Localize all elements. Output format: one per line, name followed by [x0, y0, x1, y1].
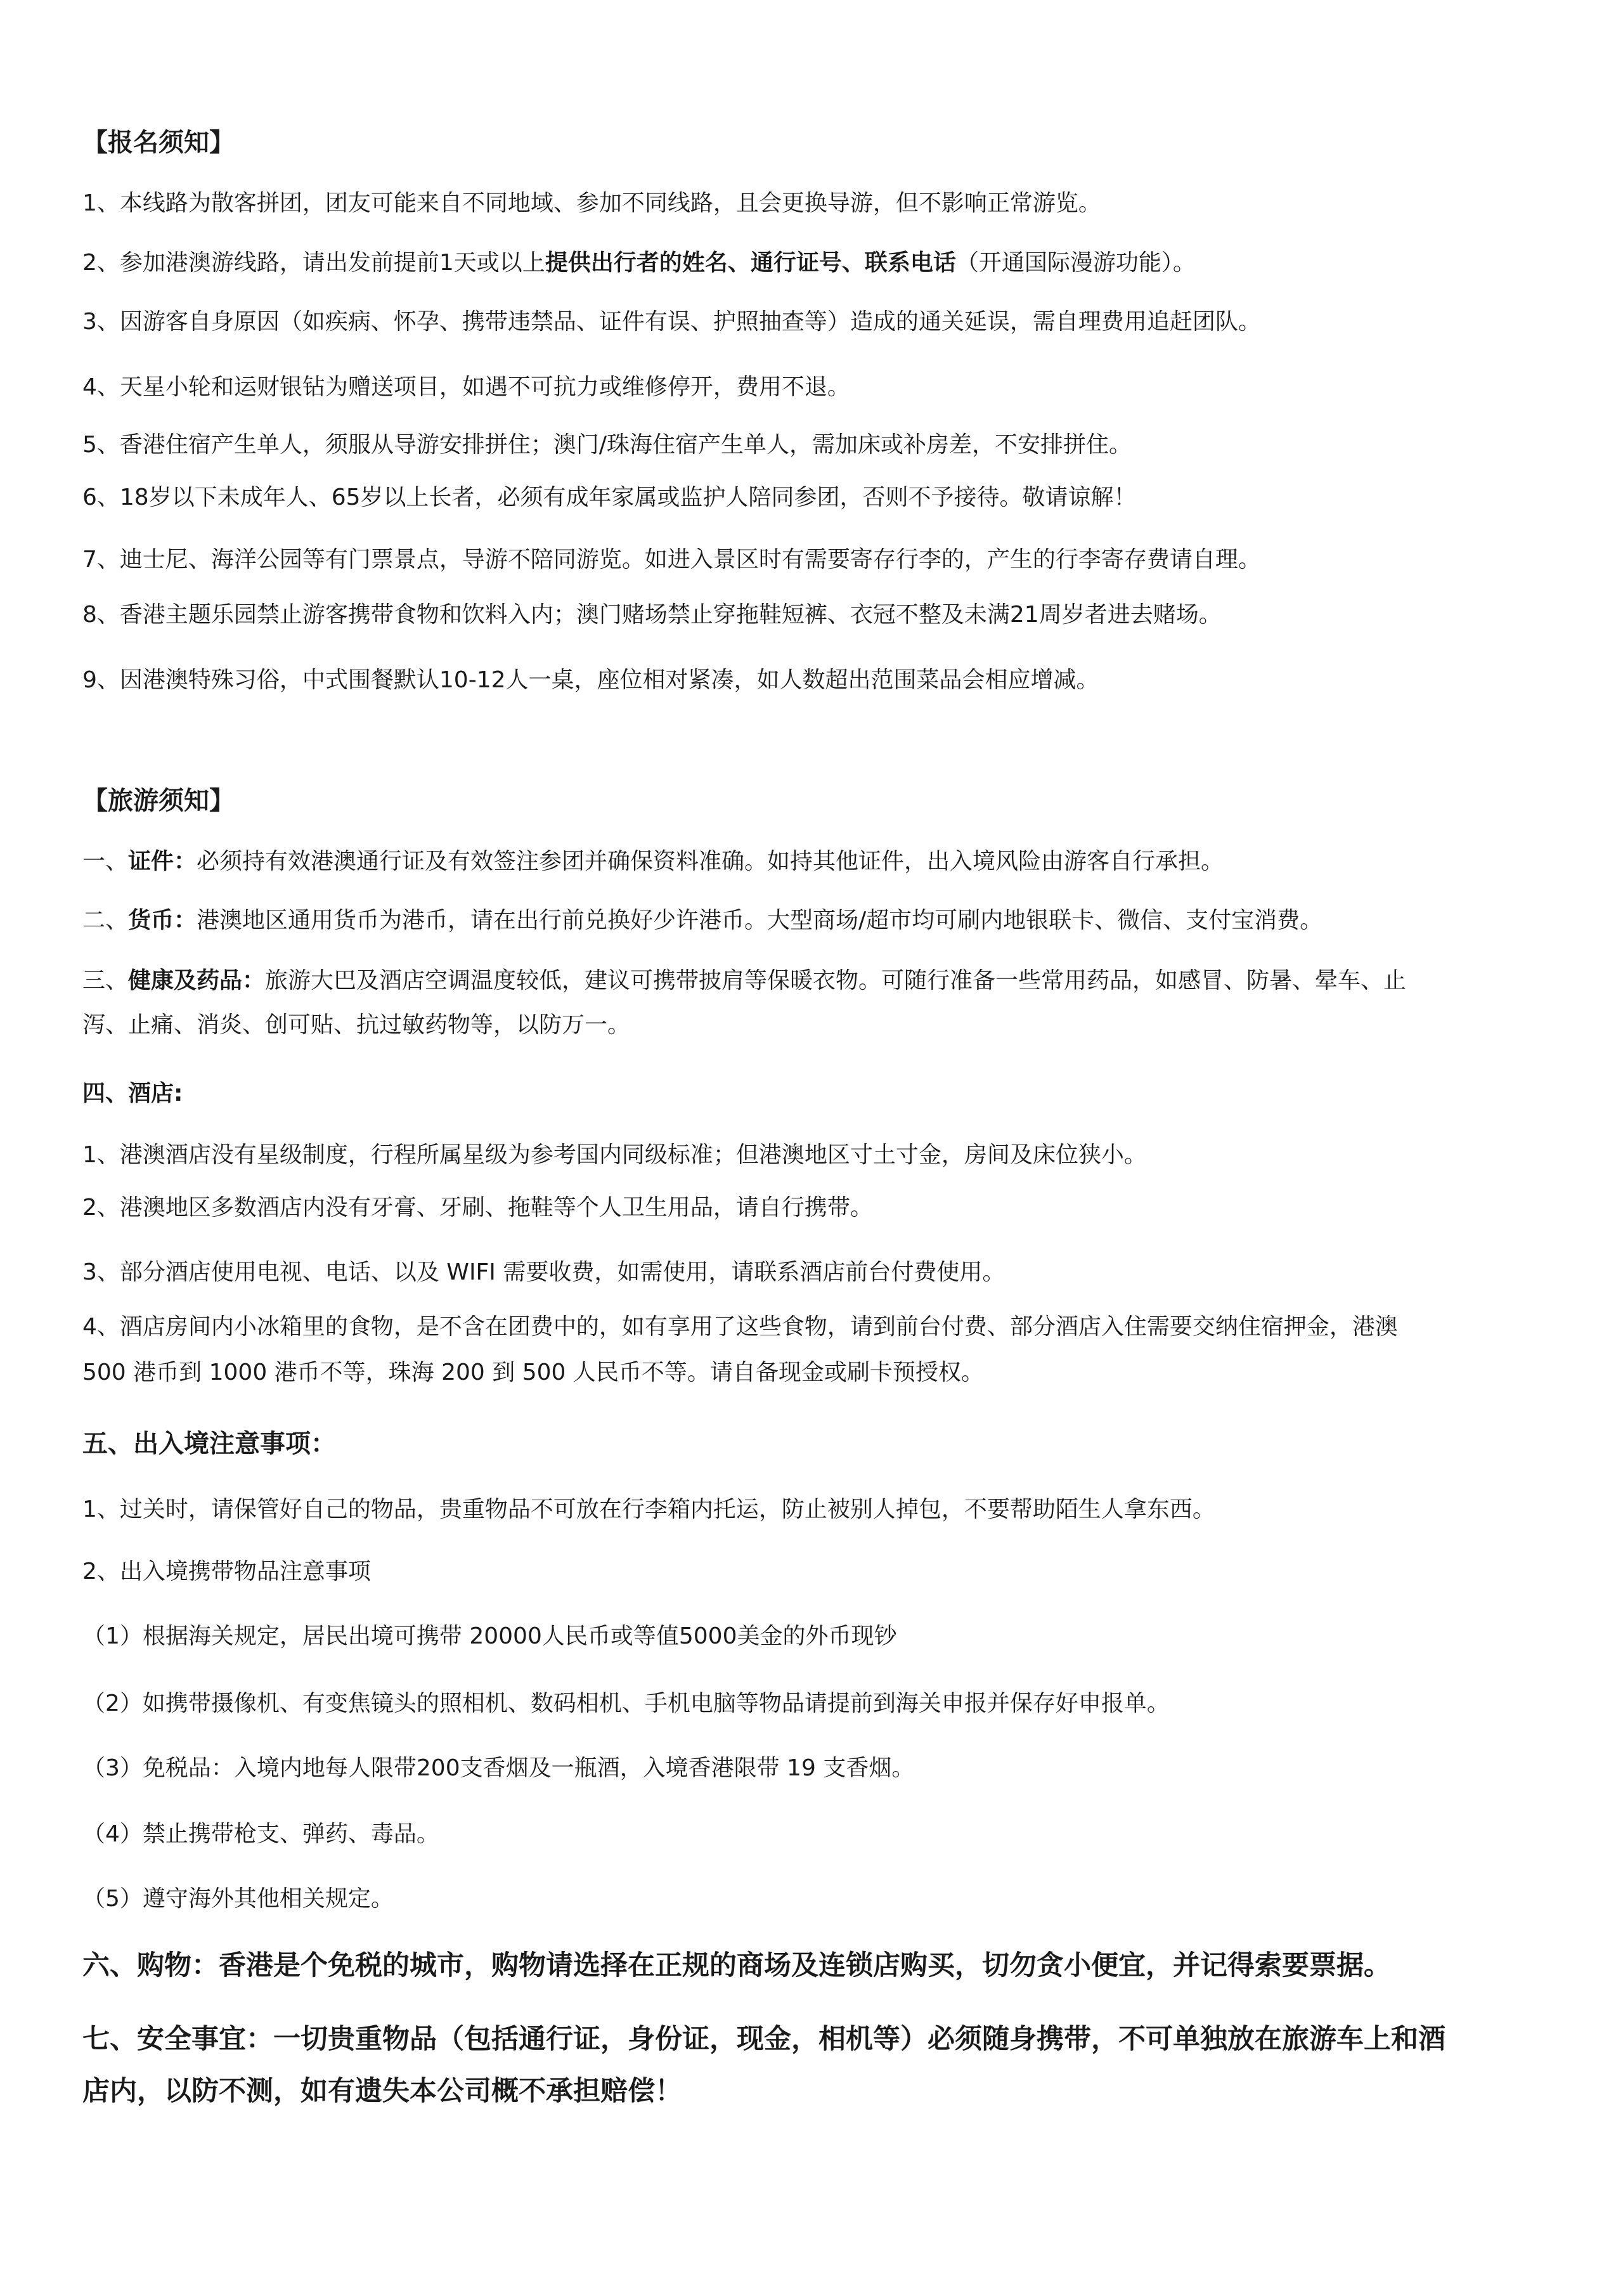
hotel-item-1: 1、港澳酒店没有星级制度，行程所属星级为参考国内同级标准；但港澳地区寸土寸金，房间及床位狭小。: [82, 1142, 1147, 1168]
border-item-2-sub-1: （1）根据海关规定，居民出境可携带 20000人民币或等值5000美金的外币现钞: [82, 1623, 897, 1649]
signup-item-3: 3、因游客自身原因（如疾病、怀孕、携带违禁品、证件有误、护照抽查等）造成的通关延误，需自理费用追赶团队。: [82, 309, 1261, 335]
safety-paragraph-line2: 店内，以防不测，如有遗失本公司概不承担赔偿！: [82, 2075, 682, 2107]
border-item-2-sub-4: （4）禁止携带枪支、弹药、毒品。: [82, 1821, 439, 1847]
hotel-item-4-line1: 4、酒店房间内小冰箱里的食物，是不含在团费中的，如有享用了这些食物，请到前台付费、部分酒店入住需要交纳住宿押金，港澳: [82, 1314, 1398, 1340]
signup-item-7: 7、迪士尼、海洋公园等有门票景点，导游不陪同游览。如进入景区时有需要寄存行李的，产生的行李寄存费请自理。: [82, 547, 1261, 573]
border-item-2: 2、出入境携带物品注意事项: [82, 1559, 371, 1585]
currency-prefix: 二、: [82, 907, 129, 933]
signup-item-5: 5、香港住宿产生单人，须服从导游安排拼住；澳门/珠海住宿产生单人，需加床或补房差，不安排拼住。: [82, 432, 1132, 458]
health-label: 健康及药品：: [128, 968, 266, 994]
border-item-2-sub-2: （2）如携带摄像机、有变焦镜头的照相机、数码相机、手机电脑等物品请提前到海关申报并保存好申报单。: [82, 1690, 1170, 1716]
border-item-2-sub-3: （3）免税品：入境内地每人限带200支香烟及一瓶酒，入境香港限带 19 支香烟。: [82, 1755, 915, 1781]
hotel-item-4-line2: 500 港币到 1000 港币不等，珠海 200 到 500 人民币不等。请自备现金或刷卡预授权。: [82, 1359, 984, 1385]
signup-item-9: 9、因港澳特殊习俗，中式围餐默认10-12人一桌，座位相对紧凑，如人数超出范围菜品会相应增减。: [82, 667, 1099, 693]
health-prefix: 三、: [82, 968, 129, 994]
signup-item-2-bold: 提供出行者的姓名、通行证号、联系电话: [545, 250, 956, 276]
signup-item-1: 1、本线路为散客拼团，团友可能来自不同地域、参加不同线路，且会更换导游，但不影响正常游览。: [82, 190, 1101, 216]
health-paragraph-line1: [82, 963, 1534, 999]
safety-paragraph-line1: 七、安全事宜：一切贵重物品（包括通行证，身份证，现金，相机等）必须随身携带，不可单独放在旅游车上和酒: [82, 2023, 1445, 2055]
health-paragraph-line2: 泻、止痛、消炎、创可贴、抗过敏药物等，以防万一。: [82, 1012, 631, 1038]
signup-item-2-suffix: （开通国际漫游功能）。: [955, 250, 1196, 276]
signup-item-2: [82, 245, 1534, 282]
docs-text: 必须持有效港澳通行证及有效签注参团并确保资料准确。如持其他证件，出入境风险由游客自行承担。: [197, 848, 1224, 874]
docs-label: 证件：: [128, 848, 197, 874]
hotel-heading: 四、酒店:: [82, 1080, 183, 1106]
border-item-2-sub-5: （5）遵守海外其他相关规定。: [82, 1886, 394, 1912]
signup-heading: 【报名须知】: [82, 128, 235, 157]
travel-heading: 【旅游须知】: [82, 786, 235, 815]
border-item-1: 1、过关时，请保管好自己的物品，贵重物品不可放在行李箱内托运，防止被别人掉包，不要帮助陌生人拿东西。: [82, 1496, 1215, 1522]
currency-label: 货币：: [128, 907, 197, 933]
signup-item-6: 6、18岁以下未成年人、65岁以上长者，必须有成年家属或监护人陪同参团，否则不予接待。敬请谅解！: [82, 484, 1137, 510]
currency-paragraph: [82, 902, 1534, 939]
hotel-item-3: 3、部分酒店使用电视、电话、以及 WIFI 需要收费，如需使用，请联系酒店前台付费使用。: [82, 1259, 1005, 1285]
signup-item-8: 8、香港主题乐园禁止游客携带食物和饮料入内；澳门赌场禁止穿拖鞋短裤、衣冠不整及未满21周岁者进去赌场。: [82, 602, 1222, 628]
signup-item-2-prefix: 2、参加港澳游线路，请出发前提前1天或以上: [82, 250, 545, 276]
docs-prefix: 一、: [82, 848, 129, 874]
hotel-item-2: 2、港澳地区多数酒店内没有牙膏、牙刷、拖鞋等个人卫生用品，请自行携带。: [82, 1195, 873, 1221]
docs-paragraph: [82, 843, 1534, 880]
border-heading: 五、出入境注意事项：: [82, 1429, 336, 1458]
signup-item-4: 4、天星小轮和运财银钻为赠送项目，如遇不可抗力或维修停开，费用不退。: [82, 374, 850, 400]
shopping-paragraph: 六、购物：香港是个免税的城市，购物请选择在正规的商场及连锁店购买，切勿贪小便宜，并记得索要票据。: [82, 1950, 1391, 1981]
currency-text: 港澳地区通用货币为港币，请在出行前兑换好少许港币。大型商场/超市均可刷内地银联卡、微信、支付宝消费。: [197, 907, 1323, 933]
health-text-line1: 旅游大巴及酒店空调温度较低，建议可携带披肩等保暖衣物。可随行准备一些常用药品，如感冒、防暑、晕车、止: [265, 968, 1407, 994]
